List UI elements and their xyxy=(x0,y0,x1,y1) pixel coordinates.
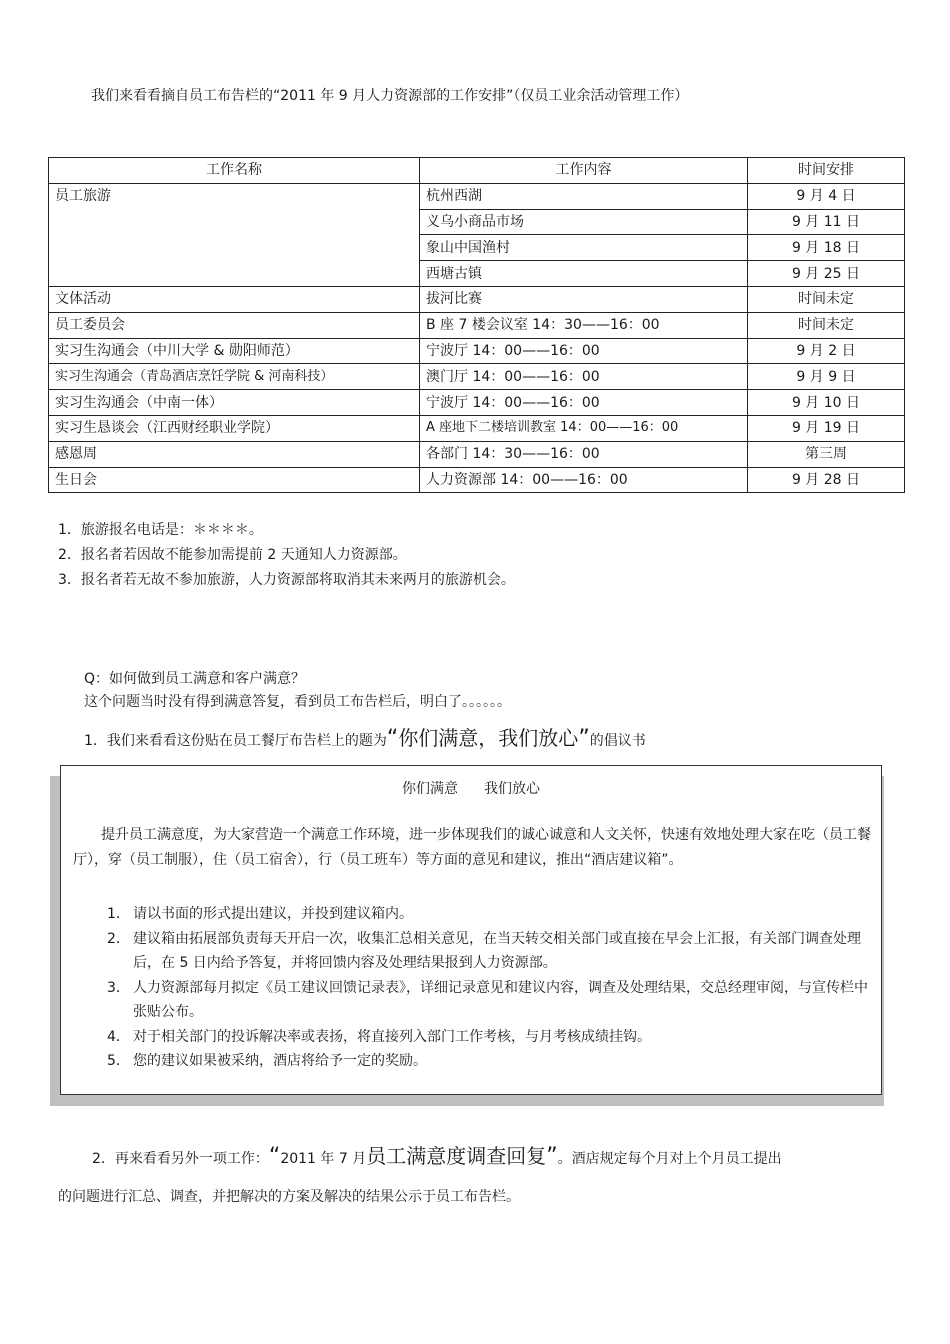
task-time: 9 月 10 日 xyxy=(748,390,905,416)
task-name: 员工委员会 xyxy=(49,312,420,338)
table-row xyxy=(49,338,905,364)
table-row xyxy=(49,390,905,416)
task-content: 宁波厅 14：00——16：00 xyxy=(420,338,748,364)
table-row xyxy=(49,183,905,209)
note-item: 3．报名者若无故不参加旅游，人力资源部将取消其未来两月的旅游机会。 xyxy=(58,572,515,588)
task-content: 拔河比赛 xyxy=(420,286,748,312)
task-time: 9 月 2 日 xyxy=(748,338,905,364)
proposal-list xyxy=(107,902,877,1074)
task-time: 时间未定 xyxy=(748,312,905,338)
task-content: 人力资源部 14：00——16：00 xyxy=(420,467,748,493)
table-row xyxy=(49,312,905,338)
task-time: 9 月 19 日 xyxy=(748,415,905,441)
open-quote: “ xyxy=(386,726,399,751)
list-item xyxy=(107,1025,877,1050)
proposal-box xyxy=(60,765,882,1095)
proposal-title-right: 我们放心 xyxy=(484,781,540,797)
header-schedule: 时间安排 xyxy=(748,158,905,184)
task-name: 员工旅游 xyxy=(49,183,420,286)
table-notes xyxy=(58,518,515,593)
list-text: 人力资源部每月拟定《员工建议回馈记录表》，详细记录意见和建议内容，调查及处理结果，交总经理审阅，与宣传栏中张贴公布。 xyxy=(133,979,868,1020)
list-item xyxy=(107,1049,877,1074)
list-number: 4． xyxy=(107,1028,130,1045)
task-time: 时间未定 xyxy=(748,286,905,312)
note-item: 1．旅游报名电话是：＊＊＊＊。 xyxy=(58,522,263,538)
list-item xyxy=(107,927,877,976)
question-text: Q：如何做到员工满意和客户满意？ xyxy=(84,671,306,687)
list-text: 请以书面的形式提出建议，并投到建议箱内。 xyxy=(133,906,413,922)
task-time: 9 月 11 日 xyxy=(748,209,905,235)
task-time: 9 月 9 日 xyxy=(748,364,905,390)
intro-text: 我们来看看摘自员工布告栏的“2011 年 9 月人力资源部的工作安排”（仅员工业余活动管理工作） xyxy=(91,88,689,104)
list-number: 1． xyxy=(107,906,130,922)
table-row xyxy=(49,415,905,441)
task-content: 杭州西湖 xyxy=(420,183,748,209)
proposal-intro-suffix: 的倡议书 xyxy=(589,733,646,749)
list-number: 3． xyxy=(107,979,130,996)
task-name: 感恩周 xyxy=(49,441,420,467)
table-row xyxy=(49,286,905,312)
task-content: 宁波厅 14：00——16：00 xyxy=(420,390,748,416)
list-item xyxy=(107,976,877,1025)
survey-suffix: 。酒店规定每个月对上个月员工提出 xyxy=(557,1151,782,1167)
task-time: 9 月 28 日 xyxy=(748,467,905,493)
list-text: 您的建议如果被采纳，酒店将给予一定的奖励。 xyxy=(133,1053,427,1069)
task-name: 实习生沟通会（中南一体） xyxy=(49,390,420,416)
table-row xyxy=(49,467,905,493)
task-time: 9 月 25 日 xyxy=(748,261,905,287)
proposal-title-left: 你们满意 xyxy=(402,781,458,797)
task-time: 9 月 18 日 xyxy=(748,235,905,261)
proposal-intro xyxy=(84,722,646,751)
qa-section xyxy=(84,668,511,714)
survey-prefix: 2．再来看看另外一项工作： xyxy=(92,1151,269,1167)
task-time: 第三周 xyxy=(748,441,905,467)
task-content: 义乌小商品市场 xyxy=(420,209,748,235)
answer-text: 这个问题当时没有得到满意答复，看到员工布告栏后，明白了。。。。。。 xyxy=(84,694,511,710)
survey-line-2: 的问题进行汇总、调查，并把解决的方案及解决的结果公示于员工布告栏。 xyxy=(58,1189,520,1205)
task-name: 文体活动 xyxy=(49,286,420,312)
note-item: 2．报名者若因故不能参加需提前 2 天通知人力资源部。 xyxy=(58,547,407,563)
survey-title: 员工满意度调查回复 xyxy=(366,1144,547,1168)
proposal-intro-title: 你们满意，我们放心 xyxy=(398,726,579,750)
task-content: 象山中国渔村 xyxy=(420,235,748,261)
task-content: B 座 7 楼会议室 14：30——16：00 xyxy=(420,312,748,338)
proposal-intro-prefix: 1．我们来看看这份贴在员工餐厅布告栏上的题为 xyxy=(84,733,387,749)
table-header-row xyxy=(49,158,905,184)
list-number: 5． xyxy=(107,1053,130,1069)
task-name: 实习生沟通会（青岛酒店烹饪学院 & 河南科技） xyxy=(49,364,420,390)
open-quote: “ xyxy=(268,1144,281,1169)
task-name: 实习生恳谈会（江西财经职业学院） xyxy=(49,415,420,441)
list-number: 2． xyxy=(107,930,130,947)
task-time: 9 月 4 日 xyxy=(748,183,905,209)
task-content: 西塘古镇 xyxy=(420,261,748,287)
proposal-paragraph: 提升员工满意度，为大家营造一个满意工作环境，进一步体现我们的诚心诚意和人文关怀，快速有效地处理大家在吃（员工餐厅），穿（员工制服），住（员工宿舍），行（员工班车）等方面的意见和建议，推出“酒店建议箱”。 xyxy=(73,827,871,868)
schedule-table xyxy=(48,157,905,493)
close-quote: ” xyxy=(546,1144,558,1169)
task-content: 各部门 14：30——16：00 xyxy=(420,441,748,467)
task-content: 澳门厅 14：00——16：00 xyxy=(420,364,748,390)
proposal-title xyxy=(61,778,881,798)
survey-line-1 xyxy=(58,1146,898,1169)
list-text: 对于相关部门的投诉解决率或表扬，将直接列入部门工作考核，与月考核成绩挂钩。 xyxy=(133,1028,651,1045)
close-quote: ” xyxy=(578,726,590,751)
task-name: 生日会 xyxy=(49,467,420,493)
table-row xyxy=(49,364,905,390)
header-task-content: 工作内容 xyxy=(420,158,748,184)
list-text: 建议箱由拓展部负责每天开启一次，收集汇总相关意见，在当天转交相关部门或直接在早会上汇报，有关部门调查处理后，在 5 日内给予答复，并将回馈内容及处理结果报到人力资源部。 xyxy=(133,930,861,971)
survey-year-month: 2011 年 7 月 xyxy=(280,1151,367,1167)
task-name: 实习生沟通会（中川大学 & 勋阳师范） xyxy=(49,338,420,364)
survey-paragraph xyxy=(58,1146,898,1207)
task-content: A 座地下二楼培训教室 14：00——16：00 xyxy=(420,415,748,441)
list-item xyxy=(107,902,877,927)
table-row xyxy=(49,441,905,467)
header-task-name: 工作名称 xyxy=(49,158,420,184)
